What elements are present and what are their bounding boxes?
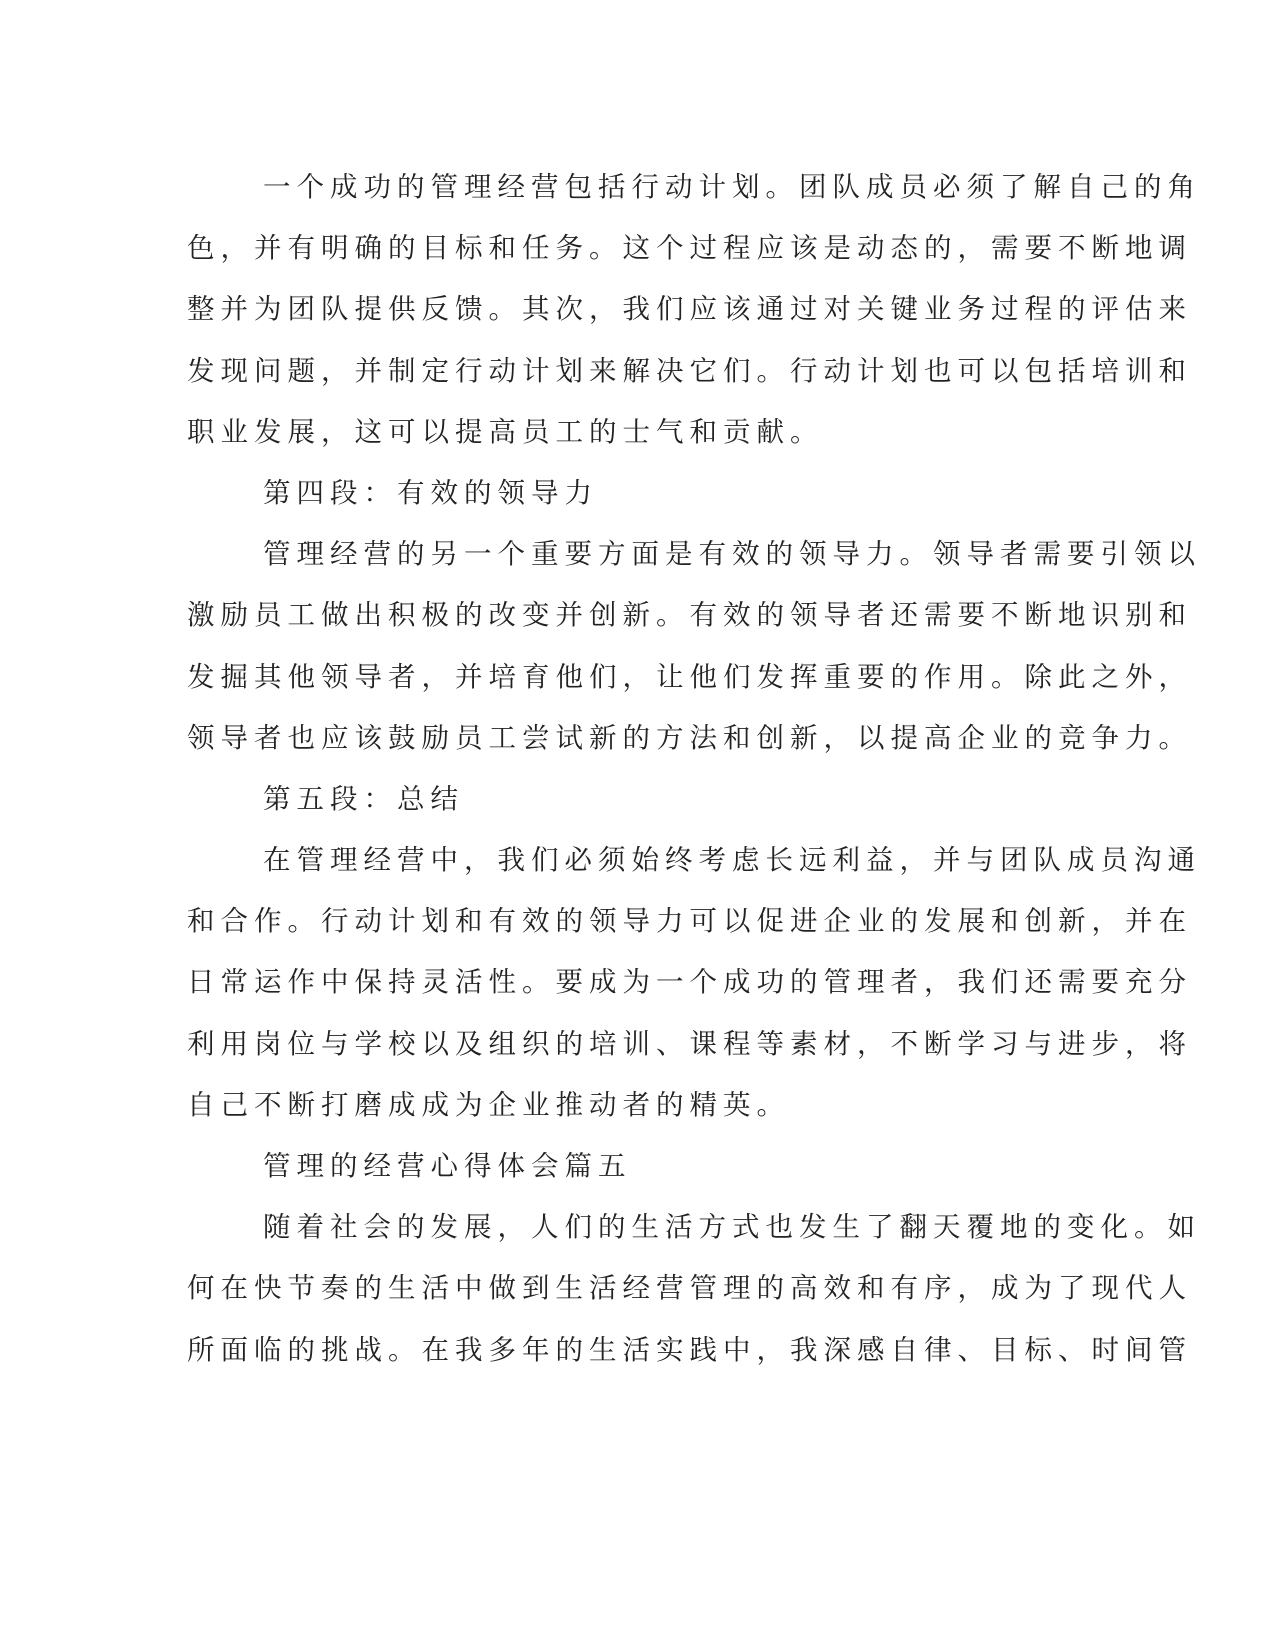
text-line: 日常运作中保持灵活性。要成为一个成功的管理者，我们还需要充分: [187, 966, 1192, 999]
heading-article-five: [187, 1136, 1067, 1197]
paragraph-action-plan: [187, 157, 1201, 463]
paragraph-leadership: [187, 524, 1201, 769]
text-line: 利用岗位与学校以及组织的培训、课程等素材，不断学习与进步，将: [187, 1027, 1192, 1060]
text-line: 发掘其他领导者，并培育他们，让他们发挥重要的作用。除此之外，: [187, 660, 1192, 693]
heading-section-five: [187, 769, 1067, 830]
text-line: 管理经营的另一个重要方面是有效的领导力。领导者需要引领以: [263, 538, 1201, 571]
heading-section-four: [187, 463, 1067, 524]
text-line: 一个成功的管理经营包括行动计划。团队成员必须了解自己的角: [263, 171, 1201, 203]
text-line: 领导者也应该鼓励员工尝试新的方法和创新，以提高企业的竞争力。: [187, 721, 1192, 754]
text-line: 色，并有明确的目标和任务。这个过程应该是动态的，需要不断地调: [187, 232, 1192, 265]
text-line: 何在快节奏的生活中做到生活经营管理的高效和有序，成为了现代人: [187, 1272, 1192, 1305]
text-line: 在管理经营中，我们必须始终考虑长远利益，并与团队成员沟通: [263, 844, 1201, 877]
section-heading: 第四段：有效的领导力: [263, 476, 598, 509]
article-title: 管理的经营心得体会篇五: [263, 1150, 632, 1182]
text-line: 发现问题，并制定行动计划来解决它们。行动计划也可以包括培训和: [187, 354, 1192, 387]
text-line: 职业发展，这可以提高员工的士气和贡献。: [187, 415, 824, 448]
text-line: 激励员工做出积极的改变并创新。有效的领导者还需要不断地识别和: [187, 599, 1192, 632]
text-line: 随着社会的发展，人们的生活方式也发生了翻天覆地的变化。如: [263, 1211, 1201, 1244]
section-heading: 第五段：总结: [263, 782, 464, 815]
text-line: 自己不断打磨成成为企业推动者的精英。: [187, 1088, 790, 1121]
document-body: [187, 157, 1201, 1381]
paragraph-life-management: [187, 1197, 1201, 1381]
text-line: 整并为团队提供反馈。其次，我们应该通过对关键业务过程的评估来: [187, 293, 1192, 326]
text-line: 所面临的挑战。在我多年的生活实践中，我深感自律、目标、时间管: [187, 1333, 1192, 1366]
text-line: 和合作。行动计划和有效的领导力可以促进企业的发展和创新，并在: [187, 905, 1192, 938]
paragraph-summary: [187, 830, 1201, 1136]
